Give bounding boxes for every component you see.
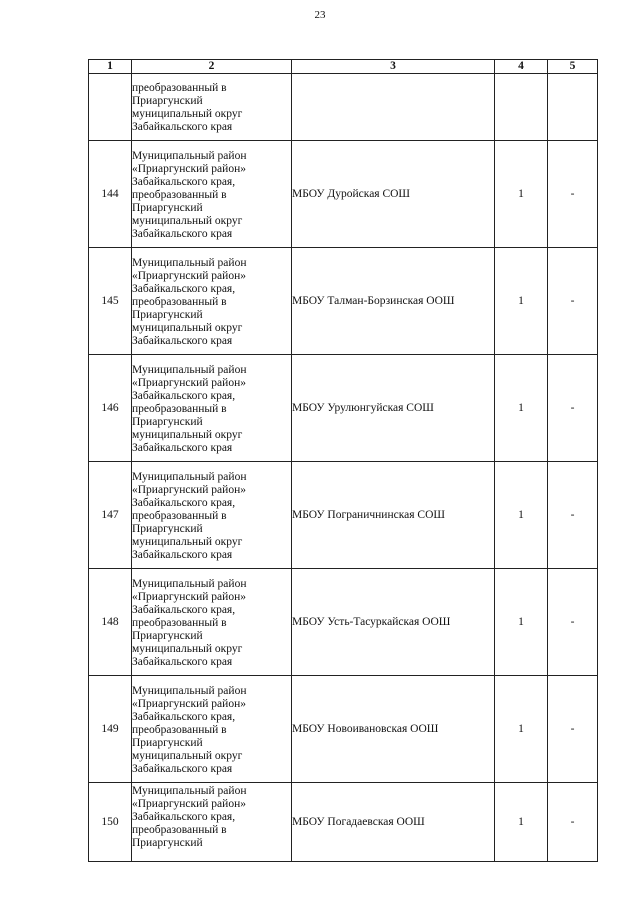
row-number-cell: 147 <box>89 462 132 569</box>
school-cell: МБОУ Пограничнинская СОШ <box>292 462 495 569</box>
column-header-2: 2 <box>132 60 292 74</box>
col5-cell: - <box>548 676 598 783</box>
row-number-cell: 148 <box>89 569 132 676</box>
district-cell: Муниципальный район «Приаргунский район» Забайкальского края, преобразованный в Приаргунский муниципальный округ Забайкальского края <box>132 141 292 248</box>
table-row <box>89 248 598 355</box>
count-cell <box>495 74 548 141</box>
count-cell: 1 <box>495 676 548 783</box>
col5-cell: - <box>548 569 598 676</box>
district-cell: Муниципальный район «Приаргунский район» Забайкальского края, преобразованный в Приаргунский <box>132 783 292 862</box>
row-number-cell <box>89 74 132 141</box>
count-cell: 1 <box>495 462 548 569</box>
school-cell: МБОУ Усть-Тасуркайская ООШ <box>292 569 495 676</box>
column-header-3: 3 <box>292 60 495 74</box>
page-number: 23 <box>314 9 326 21</box>
table-row <box>89 355 598 462</box>
count-cell: 1 <box>495 141 548 248</box>
col5-cell: - <box>548 355 598 462</box>
table-row-continuation <box>89 74 598 141</box>
school-cell: МБОУ Дуройская СОШ <box>292 141 495 248</box>
school-cell: МБОУ Талман-Борзинская ООШ <box>292 248 495 355</box>
table-header-row <box>89 60 598 74</box>
school-cell: МБОУ Урулюнгуйская СОШ <box>292 355 495 462</box>
column-header-5: 5 <box>548 60 598 74</box>
schools-table <box>88 59 598 862</box>
table-row <box>89 462 598 569</box>
count-cell: 1 <box>495 783 548 862</box>
district-cell: Муниципальный район «Приаргунский район» Забайкальского края, преобразованный в Приаргунский муниципальный округ Забайкальского края <box>132 676 292 783</box>
table-row <box>89 783 598 862</box>
district-cell: Муниципальный район «Приаргунский район» Забайкальского края, преобразованный в Приаргунский муниципальный округ Забайкальского края <box>132 462 292 569</box>
column-header-4: 4 <box>495 60 548 74</box>
col5-cell: - <box>548 783 598 862</box>
row-number-cell: 150 <box>89 783 132 862</box>
table-row <box>89 141 598 248</box>
count-cell: 1 <box>495 569 548 676</box>
count-cell: 1 <box>495 355 548 462</box>
district-cell: Муниципальный район «Приаргунский район» Забайкальского края, преобразованный в Приаргунский муниципальный округ Забайкальского края <box>132 569 292 676</box>
row-number-cell: 146 <box>89 355 132 462</box>
row-number-cell: 145 <box>89 248 132 355</box>
table-row <box>89 676 598 783</box>
school-cell: МБОУ Погадаевская ООШ <box>292 783 495 862</box>
column-header-1: 1 <box>89 60 132 74</box>
col5-cell: - <box>548 462 598 569</box>
district-cell: Муниципальный район «Приаргунский район» Забайкальского края, преобразованный в Приаргунский муниципальный округ Забайкальского края <box>132 355 292 462</box>
district-cell: Муниципальный район «Приаргунский район» Забайкальского края, преобразованный в Приаргунский муниципальный округ Забайкальского края <box>132 248 292 355</box>
col5-cell <box>548 74 598 141</box>
school-cell: МБОУ Новоивановская ООШ <box>292 676 495 783</box>
row-number-cell: 149 <box>89 676 132 783</box>
col5-cell: - <box>548 141 598 248</box>
count-cell: 1 <box>495 248 548 355</box>
district-cell: преобразованный в Приаргунский муниципальный округ Забайкальского края <box>132 74 292 141</box>
row-number-cell: 144 <box>89 141 132 248</box>
table-row <box>89 569 598 676</box>
school-cell <box>292 74 495 141</box>
col5-cell: - <box>548 248 598 355</box>
